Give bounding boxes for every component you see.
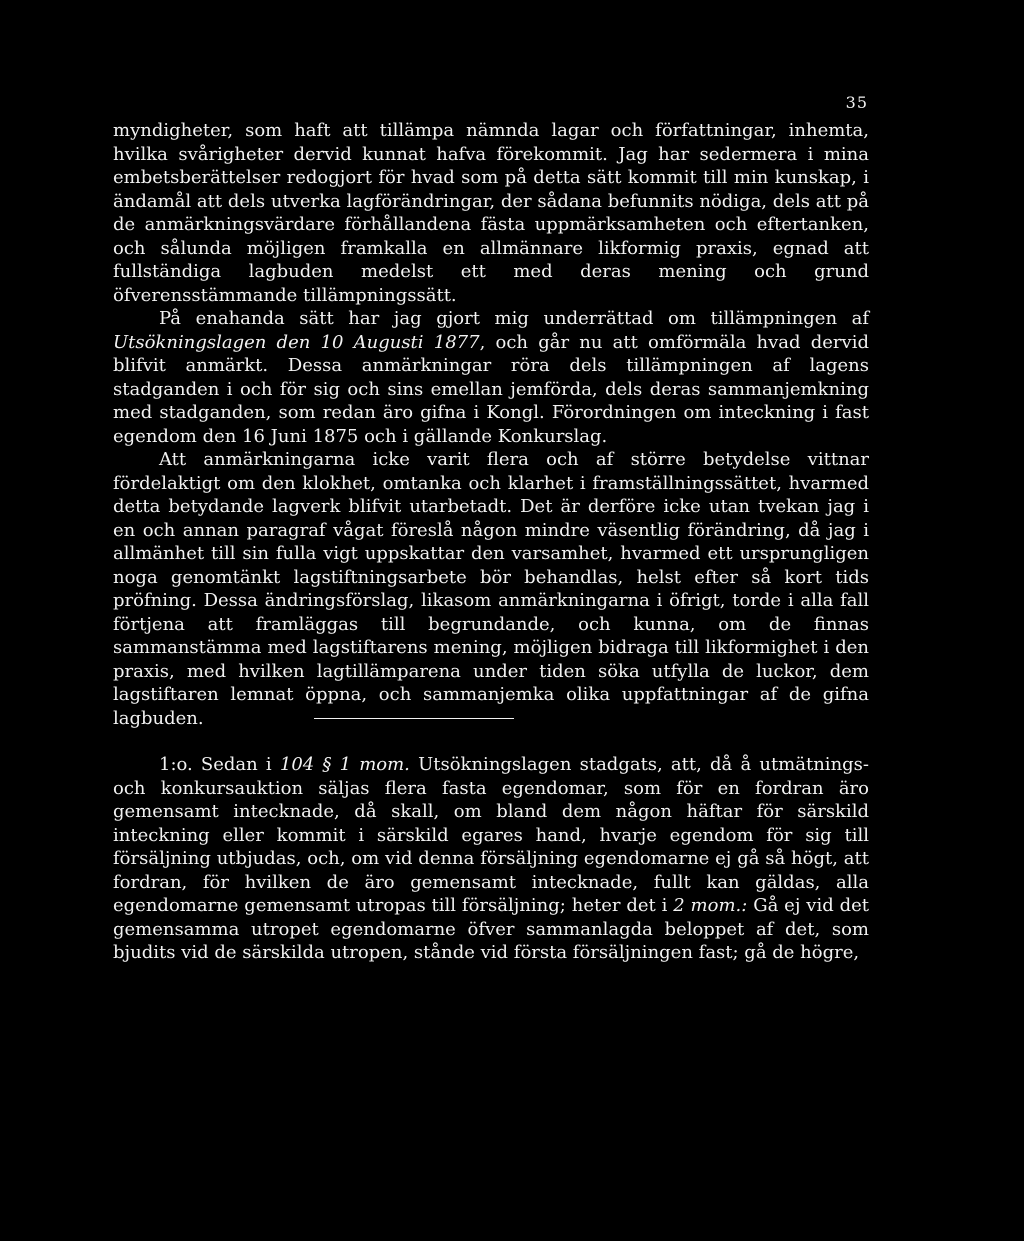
- paragraph-text: Att anmärkningarna icke varit flera och af större betydelse vittnar fördelaktigt om den klokhet, omtanka och klarhet i framställningssättet, hvarmed detta betydande lagverk blifvit utarbetadt. Det är derföre icke utan tvekan jag i en och annan paragraf vågat föreslå någon mindre väsentlig förändring, då jag i allmänhet till sin fulla vigt uppskattar den varsamhet, hvarmed ett ursprungligen noga genomtänkt lagstiftningsarbete bör behandlas, helst efter så kort tids pröfning. Dessa ändringsförslag, likasom anmärkningarna i öfrigt, torde i alla fall förtjena att framläggas till begrundande, och kunna, om de finnas sammanstämma med lagstiftarens mening, möjligen bidraga till likformighet i den praxis, med hvilken lagtillämparena under tiden söka utfylla de luckor, dem lagstiftaren lemnat öppna, och sammanjemka olika uppfattningar af de gifna lagbuden.: [113, 449, 869, 729]
- paragraph-text: Gå ej vid det gemensamma utropet egendomarne öfver sammanlagda beloppet af det, som bjudits vid de särskilda utropen, stånde vid första försäljningen fast; gå de högre,: [113, 895, 869, 963]
- paragraph-text: På enahanda sätt har jag gjort mig underrättad om tillämpningen af: [159, 308, 869, 329]
- paragraph-text: , och går nu att omförmäla hvad dervid blifvit anmärkt. Dessa anmärkningar röra dels tillämpningen af lagens stadganden i och för sig och sins emellan jemförda, dels deras sammanjemkning med stadganden, som redan äro gifna i Kongl. Förordningen om inteckning i fast egendom den 16 Juni 1875 och i gällande Konkurslag.: [113, 331, 869, 447]
- section-number: 1:o. Sedan i: [159, 754, 280, 775]
- section-divider: [314, 718, 514, 719]
- paragraph-anmarkningar: [113, 448, 869, 730]
- law-reference: 104 § 1 mom.: [279, 754, 410, 775]
- body-text: [113, 119, 869, 965]
- moment-reference: 2 mom.:: [673, 895, 748, 916]
- law-title: Utsökningslagen den 10 Augusti 1877: [113, 331, 480, 353]
- paragraph-continuation: myndigheter, som haft att tillämpa nämnda lagar och författningar, inhemta, hvilka svårigheter dervid kunnat hafva förekommit. Jag har sedermera i mina embetsberättelser redogjort för hvad som på detta sätt kommit till min kunskap, i ändamål att dels utverka lagförändringar, der sådana befunnits nödiga, dels att på de anmärkningsvärdare förhållandena fästa uppmärksamheten och eftertanken, och sålunda möjligen framkalla en allmännare likformig praxis, egnad att fullständiga lagbuden medelst ett med deras mening och grund öfverensstämmande tillämpningssätt.: [113, 120, 869, 306]
- paragraph-text: Utsökningslagen stadgats, att, då å utmätnings- och konkursauktion säljas flera fasta egendomar, som för en fordran äro gemensamt intecknade, då skall, om bland dem någon häftar för särskild inteckning eller kommit i särskild egares hand, hvarje egendom för sig till försäljning utbjudas, och, om vid denna försäljning egendomarne ej gå så högt, att fordran, för hvilken de äro gemensamt intecknade, fullt kan gäldas, alla egendomarne gemensamt utropas till försäljning; heter det i: [113, 754, 870, 916]
- page-number: 35: [845, 93, 868, 112]
- paragraph-section-1: [113, 753, 869, 965]
- paragraph-utsokningslagen: [113, 307, 869, 448]
